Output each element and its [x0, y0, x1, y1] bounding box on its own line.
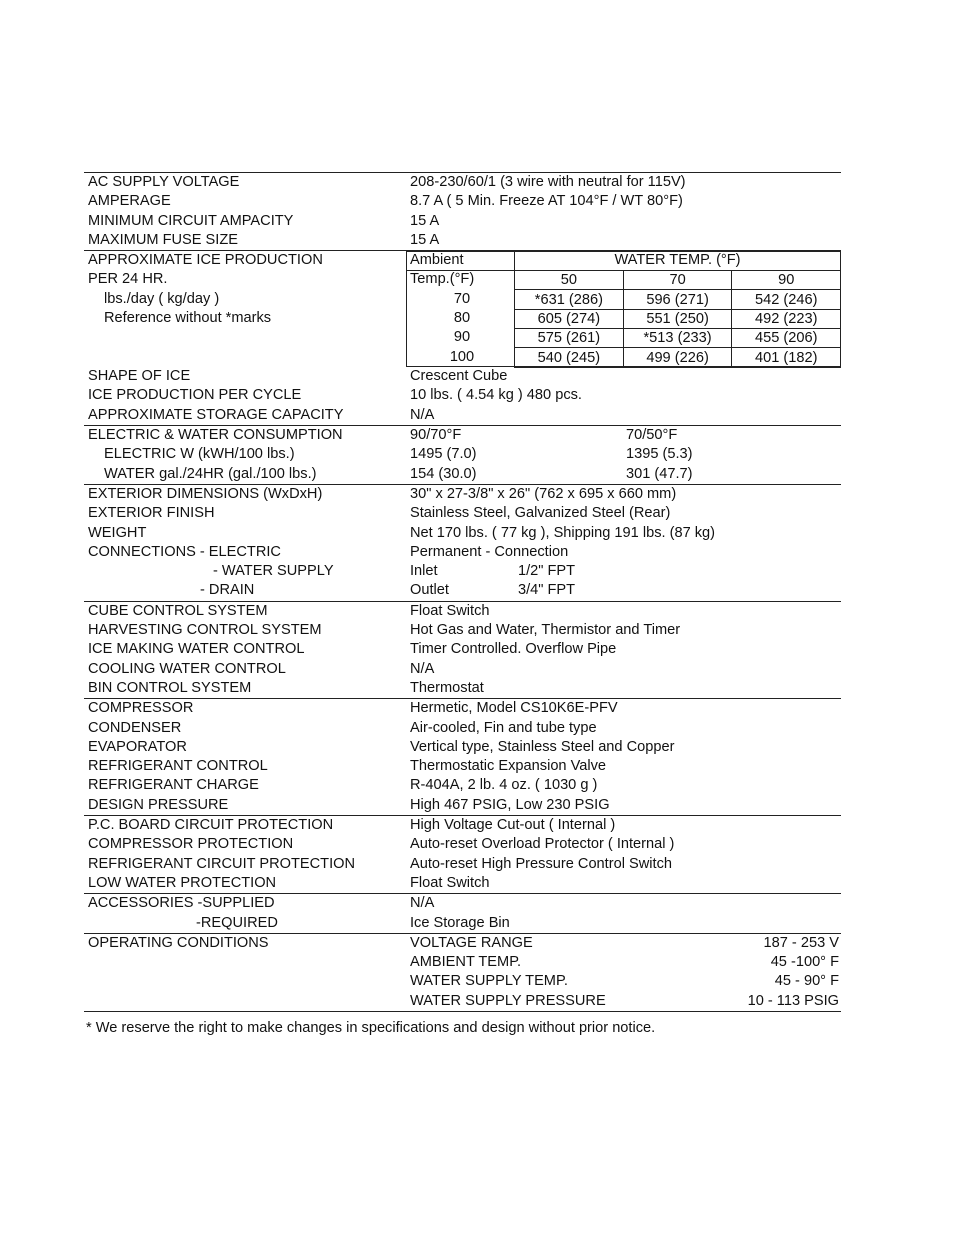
spec-row-water: [84, 465, 841, 484]
ice-production-block: [84, 250, 841, 367]
spec-label: APPROXIMATE STORAGE CAPACITY: [88, 406, 344, 423]
spec-row-dimensions: [84, 484, 841, 504]
table-cell: 596 (271): [623, 290, 732, 309]
spec-label: HARVESTING CONTROL SYSTEM: [88, 622, 322, 639]
spec-label: OPERATING CONDITIONS: [88, 934, 269, 951]
operating-item-value: 10 - 113 PSIG: [747, 992, 839, 1009]
spec-value: 8.7 A ( 5 Min. Freeze AT 104°F / WT 80°F): [410, 193, 683, 210]
spec-value: N/A: [410, 406, 435, 423]
table-cell: *513 (233): [623, 329, 732, 348]
spec-value: 15 A: [410, 212, 440, 229]
spec-value: R-404A, 2 lb. 4 oz. ( 1030 g ): [410, 777, 598, 794]
spec-label: ELECTRIC & WATER CONSUMPTION: [88, 427, 343, 444]
spec-value: Float Switch: [410, 874, 490, 891]
spec-value: Float Switch: [410, 602, 490, 619]
spec-row-finish: [84, 504, 841, 523]
spec-label: AMPERAGE: [88, 193, 171, 210]
spec-value: Auto-reset Overload Protector ( Internal ): [410, 836, 675, 853]
spec-value: High Voltage Cut-out ( Internal ): [410, 817, 616, 834]
spec-value: 1495 (7.0): [410, 446, 477, 463]
table-cell: 499 (226): [623, 348, 732, 367]
spec-row-operating: [84, 992, 841, 1011]
spec-label: ICE MAKING WATER CONTROL: [88, 641, 305, 658]
spec-row-ac-supply: [84, 172, 841, 192]
spec-row-acc-required: [84, 914, 841, 933]
spec-label: MINIMUM CIRCUIT AMPACITY: [88, 212, 294, 229]
ambient-value: 70: [453, 290, 471, 307]
spec-row-storage: [84, 406, 841, 425]
spec-value: Auto-reset High Pressure Control Switch: [410, 855, 672, 872]
spec-label: CUBE CONTROL SYSTEM: [88, 602, 268, 619]
spec-value: Stainless Steel, Galvanized Steel (Rear): [410, 505, 671, 522]
spec-value: 1/2" FPT: [518, 563, 576, 580]
table-row: [515, 329, 841, 348]
spec-row-low-water: [84, 874, 841, 893]
spec-value: N/A: [410, 660, 435, 677]
spec-label: COMPRESSOR: [88, 700, 194, 717]
spec-row-amperage: [84, 192, 841, 211]
water-temp-cell: 70: [623, 271, 732, 290]
table-cell: 540 (245): [515, 348, 624, 367]
spec-row-harvesting: [84, 621, 841, 640]
table-bottom-rule: [84, 1011, 841, 1012]
spec-value: 1395 (5.3): [626, 446, 693, 463]
ambient-header: Temp.(°F): [410, 271, 475, 288]
spec-label: EXTERIOR FINISH: [88, 505, 215, 522]
spec-row-evaporator: [84, 738, 841, 757]
spec-value: Timer Controlled. Overflow Pipe: [410, 641, 617, 658]
spec-label: PER 24 HR.: [88, 271, 168, 288]
table-header-row: [515, 271, 841, 290]
table-cell: *631 (286): [515, 290, 624, 309]
spec-row-pc-board: [84, 815, 841, 835]
spec-row-ref-protection: [84, 855, 841, 874]
table-cell: 492 (223): [732, 309, 841, 328]
spec-row-condenser: [84, 719, 841, 738]
spec-label: LOW WATER PROTECTION: [88, 874, 277, 891]
spec-label: EVAPORATOR: [88, 738, 187, 755]
operating-item-value: 45 - 90° F: [774, 973, 839, 990]
spec-value: Ice Storage Bin: [410, 914, 510, 931]
spec-value: Thermostatic Expansion Valve: [410, 758, 607, 775]
spec-value: Air-cooled, Fin and tube type: [410, 719, 597, 736]
operating-item-name: WATER SUPPLY PRESSURE: [410, 992, 606, 1009]
table-cell: 551 (250): [623, 309, 732, 328]
spec-label: DESIGN PRESSURE: [88, 796, 229, 813]
spec-label: - WATER SUPPLY: [213, 563, 334, 580]
spec-value: Crescent Cube: [410, 368, 508, 385]
spec-value: Outlet: [410, 582, 449, 599]
spec-label: REFRIGERANT CHARGE: [88, 777, 259, 794]
table-row: [515, 309, 841, 328]
spec-label: COMPRESSOR PROTECTION: [88, 836, 294, 853]
spec-value: Inlet: [410, 563, 438, 580]
spec-label: - DRAIN: [200, 582, 255, 599]
spec-row-cooling-water: [84, 660, 841, 679]
spec-label: CONNECTIONS - ELECTRIC: [88, 543, 281, 560]
spec-value: Net 170 lbs. ( 77 kg ), Shipping 191 lbs. (87 kg): [410, 524, 716, 541]
spec-value: 15 A: [410, 231, 440, 248]
spec-value: Permanent - Connection: [410, 543, 569, 560]
spec-row-electric: [84, 445, 841, 464]
spec-row-operating: [84, 953, 841, 972]
spec-value: 10 lbs. ( 4.54 kg ) 480 pcs.: [410, 387, 582, 404]
ice-production-grid: [514, 270, 841, 367]
spec-label: P.C. BOARD CIRCUIT PROTECTION: [88, 817, 334, 834]
ambient-value: 100: [449, 348, 475, 365]
spec-label: REFRIGERANT CIRCUIT PROTECTION: [88, 855, 356, 872]
table-cell: 401 (182): [732, 348, 841, 367]
spec-row-compressor: [84, 698, 841, 718]
table-cell: 542 (246): [732, 290, 841, 309]
table-cell: 455 (206): [732, 329, 841, 348]
spec-row-consumption: [84, 425, 841, 445]
spec-label: -REQUIRED: [196, 914, 278, 931]
spec-row-weight: [84, 524, 841, 543]
operating-item-value: 187 - 253 V: [763, 934, 839, 951]
spec-row-per-cycle: [84, 386, 841, 405]
spec-label: SHAPE OF ICE: [88, 368, 191, 385]
spec-value: Hot Gas and Water, Thermistor and Timer: [410, 622, 681, 639]
table-cell: 575 (261): [515, 329, 624, 348]
spec-label: ELECTRIC W (kWH/100 lbs.): [104, 446, 295, 463]
spec-label: MAXIMUM FUSE SIZE: [88, 231, 238, 248]
spec-value: 301 (47.7): [626, 465, 693, 482]
ambient-header: Ambient: [410, 252, 464, 269]
spec-value: 90/70°F: [410, 427, 462, 444]
table-row: [515, 290, 841, 309]
spec-label: APPROXIMATE ICE PRODUCTION: [88, 252, 323, 269]
spec-row-conn-drain: [84, 581, 841, 600]
spec-value: Vertical type, Stainless Steel and Copper: [410, 738, 675, 755]
water-temp-cell: 90: [732, 271, 841, 290]
spec-row-min-circuit: [84, 212, 841, 231]
spec-value: 154 (30.0): [410, 465, 477, 482]
water-temp-header: WATER TEMP. (°F): [614, 252, 741, 269]
spec-label: BIN CONTROL SYSTEM: [88, 679, 252, 696]
table-row: [515, 348, 841, 367]
spec-value: High 467 PSIG, Low 230 PSIG: [410, 796, 610, 813]
spec-value: Hermetic, Model CS10K6E-PFV: [410, 700, 618, 717]
spec-value: Thermostat: [410, 679, 484, 696]
spec-row-design-pressure: [84, 796, 841, 815]
spec-value: 30" x 27-3/8" x 26" (762 x 695 x 660 mm): [410, 485, 677, 502]
spec-label: WEIGHT: [88, 524, 147, 541]
spec-label: Reference without *marks: [104, 310, 272, 327]
spec-row-operating: [84, 933, 841, 953]
operating-item-value: 45 -100° F: [770, 954, 839, 971]
spec-value: N/A: [410, 895, 435, 912]
spec-row-acc-supplied: [84, 893, 841, 913]
spec-label: lbs./day ( kg/day ): [104, 290, 220, 307]
spec-row-max-fuse: [84, 231, 841, 250]
spec-label: REFRIGERANT CONTROL: [88, 758, 268, 775]
ambient-value: 90: [453, 329, 471, 346]
spec-row-ice-water: [84, 640, 841, 659]
spec-label: AC SUPPLY VOLTAGE: [88, 174, 240, 190]
operating-item-name: AMBIENT TEMP.: [410, 954, 522, 971]
spec-row-ref-charge: [84, 776, 841, 795]
operating-item-name: VOLTAGE RANGE: [410, 934, 533, 951]
water-temp-cell: 50: [515, 271, 624, 290]
spec-value: 208-230/60/1 (3 wire with neutral for 115V): [410, 174, 686, 190]
spec-label: COOLING WATER CONTROL: [88, 660, 286, 677]
spec-row-shape: [84, 367, 841, 386]
spec-sheet: [84, 172, 841, 1012]
spec-label: WATER gal./24HR (gal./100 lbs.): [104, 465, 317, 482]
ambient-value: 80: [453, 310, 471, 327]
spec-row-conn-electric: [84, 543, 841, 562]
spec-label: EXTERIOR DIMENSIONS (WxDxH): [88, 485, 323, 502]
footnote: * We reserve the right to make changes in specifications and design without prior notice.: [86, 1020, 656, 1036]
spec-row-operating: [84, 972, 841, 991]
spec-row-cube-control: [84, 601, 841, 621]
spec-label: ACCESSORIES -SUPPLIED: [88, 895, 275, 912]
spec-value: 70/50°F: [626, 427, 678, 444]
spec-row-comp-protection: [84, 835, 841, 854]
spec-label: ICE PRODUCTION PER CYCLE: [88, 387, 302, 404]
spec-value: 3/4" FPT: [518, 582, 576, 599]
spec-row-conn-water: [84, 562, 841, 581]
operating-item-name: WATER SUPPLY TEMP.: [410, 973, 568, 990]
spec-row-bin-control: [84, 679, 841, 698]
spec-row-ref-control: [84, 757, 841, 776]
table-cell: 605 (274): [515, 309, 624, 328]
spec-label: CONDENSER: [88, 719, 182, 736]
